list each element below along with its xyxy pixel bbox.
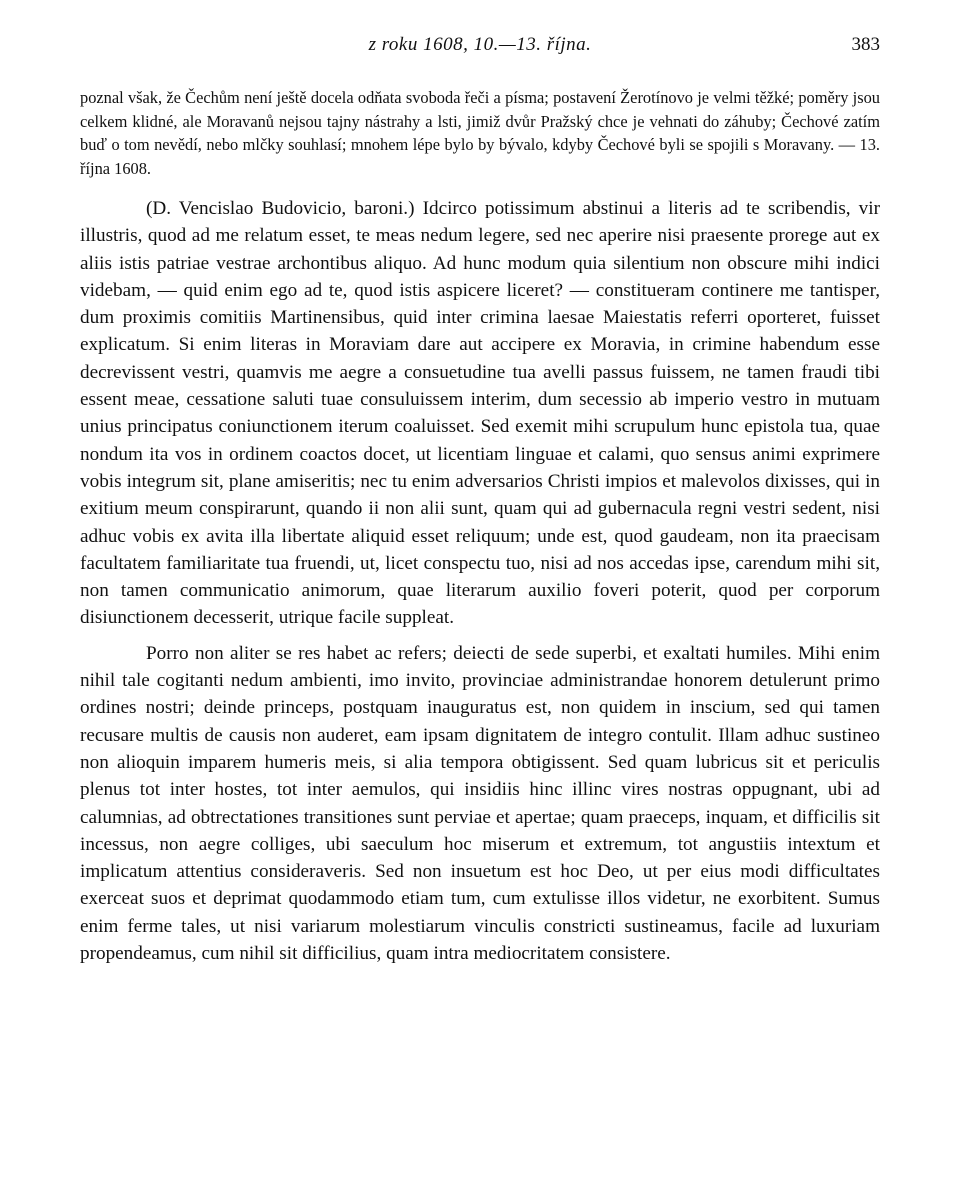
letter-paragraph-1: (D. Vencislao Budovicio, baroni.) Idcirco potissimum abstinui a literis ad te scribendis, vir illustris, quod ad me relatum esset, te meas nedum legere, sed nec aperire nisi praesente prorege aut ex aliis istis patriae vestrae archontibus aliquo. Ad hunc modum quia silentium non obscure mihi indici videbam, — quid enim ego ad te, quod istis aspicere liceret? — constitueram continere me tantisper, dum proximis comitiis Martinensibus, quid inter crimina laesae Maiestatis referri oporteret, fuisset explicatum. Si enim literas in Moraviam dare aut accipere ex Moravia, in crimine habendum esse decrevissent vestri, quamvis me aegre a consuetudine tua avelli passus fuissem, ne tamen fraudi tibi essent meae, cessatione saluti tuae consuluissem interim, dum secessio ab imperio vestro in mutuam unius principatus coniunctionem iterum coaluisset. Sed exemit mihi scrupulum hunc epistola tua, quae nondum ita vos in ordinem coactos docet, ut licentiam linguae et calami, quo sensus animi exprimere vobis integrum sit, plane amiseritis; nec tu enim adversarios Christi impios et malevolos dixisses, qui in exitium meum conspirarunt, quando ii non alii sunt, quam qui ad gubernacula regni vestri sedent, nisi adhuc vobis ex avita illa libertate aliquid esset reliquum; unde est, quod gaudeam, non ita praecisam facultatem familiaritate tua fruendi, ut, licet conspectu tuo, nisi ad nos accedas ipse, carendum mihi sit, non tamen communicatio animorum, quae literarum auxilio foveri poterit, quod per corporum disiunctionem decesserit, utrique facile suppleat. [80,198,880,629]
running-title: z roku 1608, 10.—13. října. [368,34,592,55]
letter-paragraph-2: Porro non aliter se res habet ac refers; deiecti de sede superbi, et exaltati humiles. Mihi enim nihil tale cogitanti nedum ambienti, imo invito, provinciae administrandae honorem detulerunt primo ordines nostri; deinde princeps, postquam inauguratus est, non quidem in inscium, sed qui tamen recusare multis de causis non auderet, eam ipsam dignitatem de integro contulit. Illam adhuc sustineo non alioquin imparem humeris meis, si alia tempora obtigissent. Sed quam lubricus sit et periculis plenus tot inter hostes, tot inter aemulos, qui insidiis hinc illinc vires nostras oppugnant, ubi ad calumnias, ad obtrectationes transitiones sunt perviae et apertae; quam praeceps, inquam, et difficilis sit incessus, non aegre colliges, ubi saeculum hoc miserum et extremum, tot angustiis intextum et implicatum attentius consideraveris. Sed non insuetum est hoc Deo, ut per eius modi difficultates exerceat suos et deprimat quodammodo etiam tum, cum extulisse illos videtur, ne exorbitent. Sumus enim ferme tales, ut nisi variarum molestiarum vinculis constricti sustineamus, facile ad luxuriam propendeamus, cum nihil sit difficilius, quam intra mediocritatem consistere. [80,642,880,965]
page-number: 383 [851,34,880,55]
running-head [80,34,880,62]
letter-text [80,195,880,967]
regest-summary: poznal však, že Čechům není ještě docela odňata svoboda řeči a písma; postavení Žerotínovo je velmi těžké; poměry jsou celkem klidné, ale Moravanů nejsou tajny nástrahy a lsti, jimiž dvůr Pražský chce je vehnati do záhuby; Čechové zatím buď o tom nevědí, nebo mlčky souhlasí; mnohem lépe bylo by bývalo, kdyby Čechové byli se spojili s Moravany. — 13. října 1608. [80,88,880,178]
